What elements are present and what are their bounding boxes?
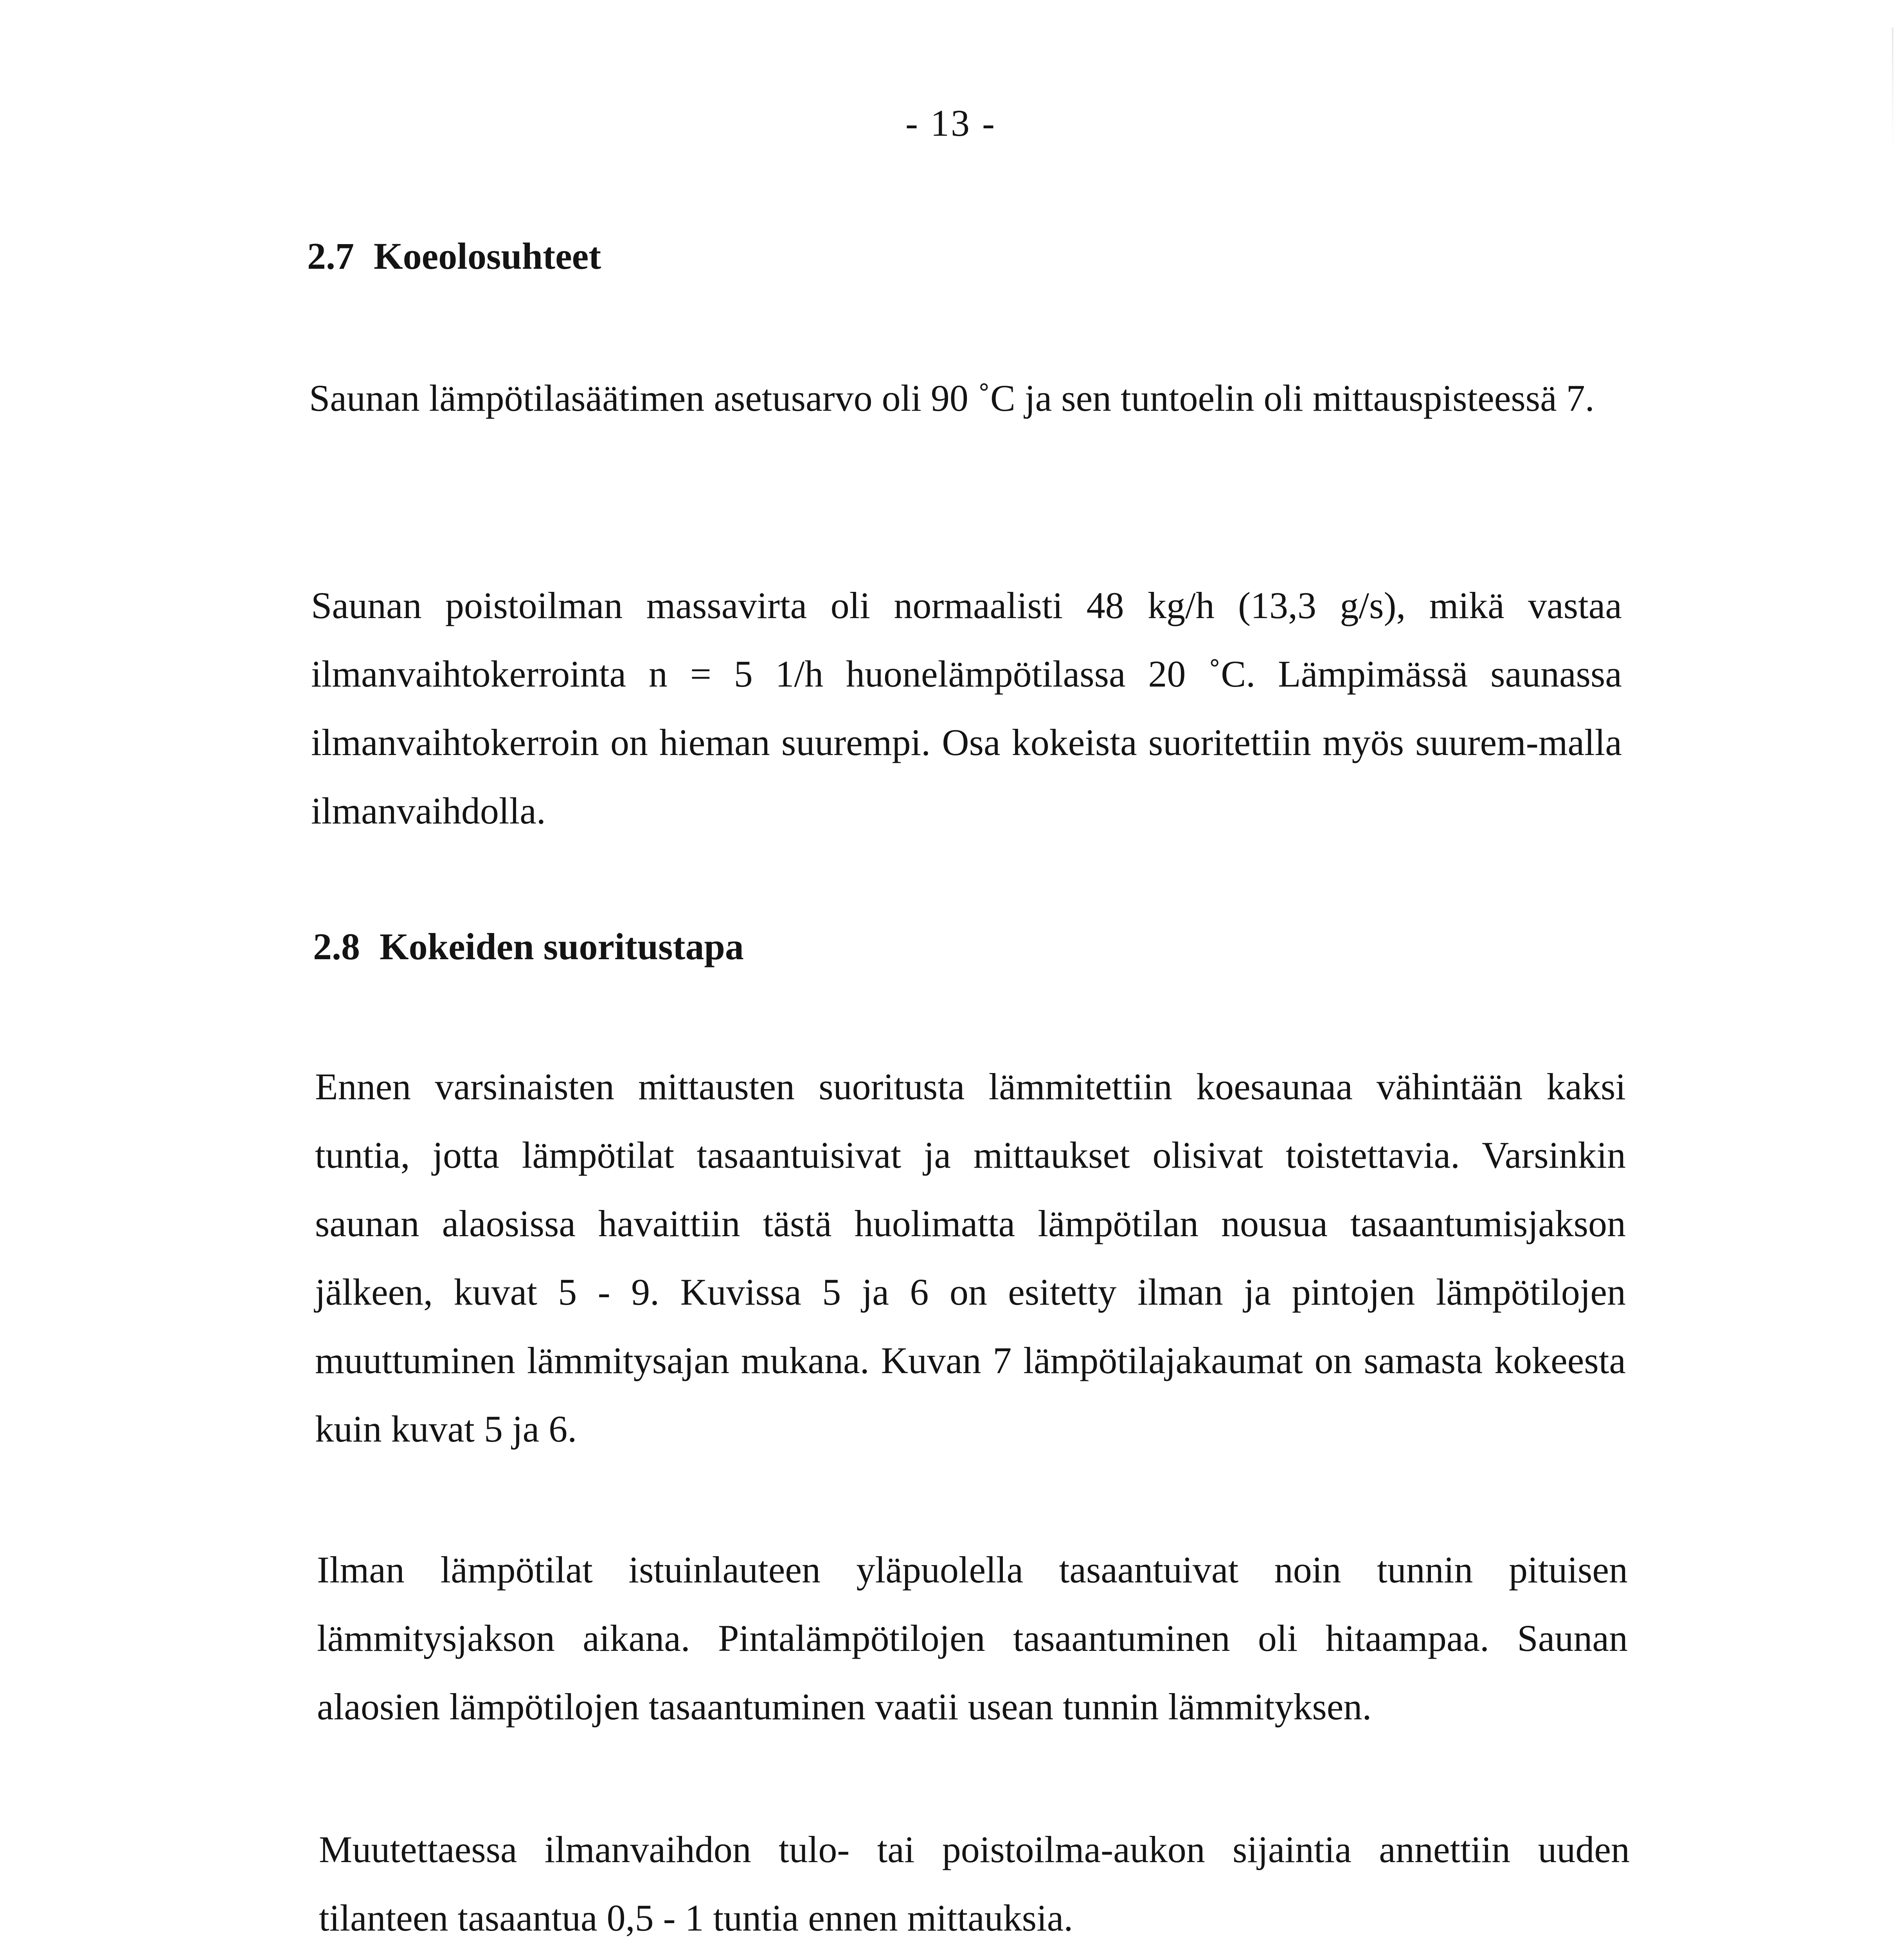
section-title: Koeolosuhteet	[374, 235, 601, 277]
page-number: - 13 -	[905, 102, 996, 144]
section-title: Kokeiden suoritustapa	[380, 926, 744, 967]
paragraph-stabilization: Ilman lämpötilat istuinlauteen yläpuolella tasaantuivat noin tunnin pituisen lämmitysjakson aikana. Pintalämpötilojen tasaantuminen oli hitaampaa. Saunan alaosien lämpötilojen tasaantuminen vaatii usean tunnin lämmityksen.	[317, 1549, 1628, 1728]
section-number: 2.7	[307, 235, 354, 277]
section-number: 2.8	[313, 926, 360, 967]
paragraph-exhaust-air-flow: Saunan poistoilman massavirta oli normaalisti 48 kg/h (13,3 g/s), mikä vastaa ilmanvaihtokerrointa n = 5 1/h huonelämpötilassa 20 ˚C. Lämpimässä saunassa ilmanvaihtokerroin on hieman suurempi. Osa kokeista suoritettiin myös suurem-malla ilmanvaihdolla.	[311, 584, 1622, 832]
section-heading-2-7	[307, 233, 601, 280]
scan-edge-mark	[1892, 27, 1893, 153]
section-heading-2-8	[313, 923, 744, 970]
paragraph-thermostat-setpoint: Saunan lämpötilasäätimen asetusarvo oli 90 ˚C ja sen tuntoelin oli mittauspisteessä 7.	[309, 377, 1594, 419]
paragraph-vent-change: Muutettaessa ilmanvaihdon tulo- tai poistoilma-aukon sijaintia annettiin uuden tilanteen tasaantua 0,5 - 1 tuntia ennen mittauksia.	[319, 1828, 1630, 1939]
paragraph-preheating: Ennen varsinaisten mittausten suoritusta lämmitettiin koesaunaa vähintään kaksi tuntia, jotta lämpötilat tasaantuisivat ja mittaukset olisivat toistettavia. Varsinkin saunan alaosissa havaittiin tästä huolimatta lämpötilan nousua tasaantumisjakson jälkeen, kuvat 5 - 9. Kuvissa 5 ja 6 on esitetty ilman ja pintojen lämpötilojen muuttuminen lämmitysajan mukana. Kuvan 7 lämpötilajakaumat on samasta kokeesta kuin kuvat 5 ja 6.	[315, 1066, 1626, 1450]
